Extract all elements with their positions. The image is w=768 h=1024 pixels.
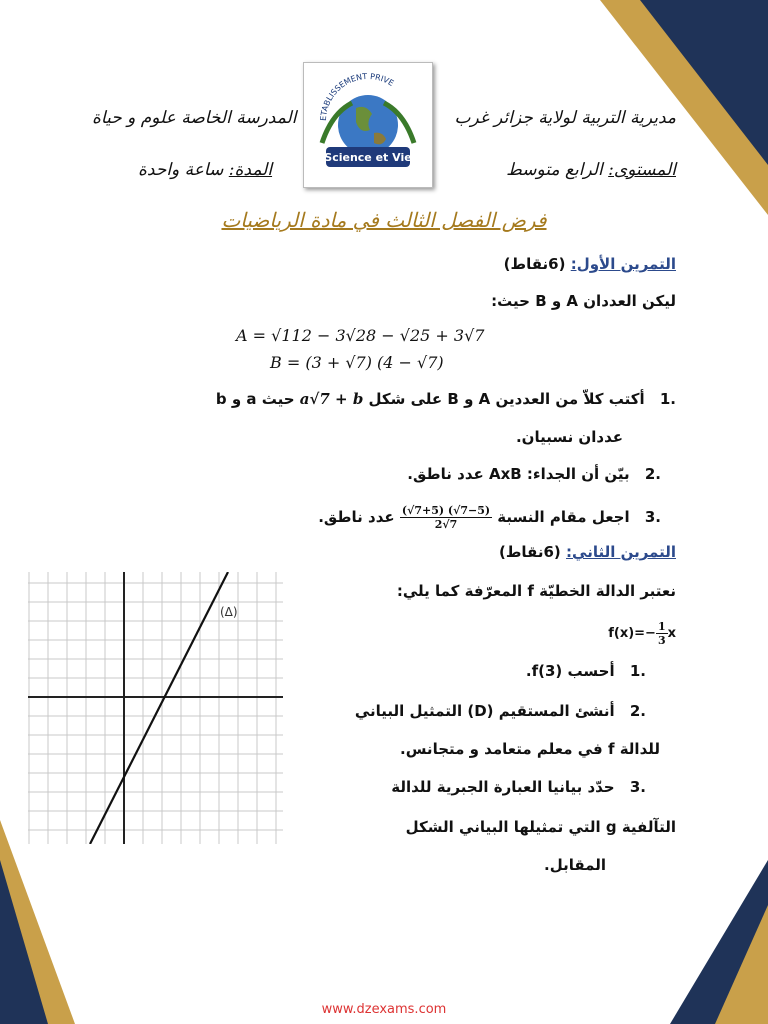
exercise2-q1	[526, 662, 646, 680]
exercise1-intro: ليكن العددان A و B حيث:	[491, 292, 676, 310]
line-delta	[90, 572, 228, 844]
logo-badge-text: Science et Vie	[324, 151, 412, 164]
q3-fraction-denominator: 2√7	[434, 518, 458, 531]
graph-grid	[28, 572, 283, 844]
ex2-q1-number: .1	[629, 662, 646, 680]
exercise2-intro: نعتبر الدالة الخطيّة f المعرّفة كما يلي:	[396, 582, 676, 600]
function-variable: x	[667, 626, 676, 641]
ex2-q3-text: حدّد بيانيا العبارة الجبرية للدالة	[391, 778, 615, 796]
directorate-text: مديرية التربية لولاية جزائر غرب	[454, 108, 676, 128]
function-prefix: f(x)=−	[608, 626, 656, 641]
footer-url-link[interactable]: www.dzexams.com	[321, 1002, 447, 1017]
school-name-text: المدرسة الخاصة علوم و حياة	[92, 108, 297, 128]
exercise1-q3	[318, 504, 661, 531]
duration-value: ساعة واحدة	[138, 160, 224, 180]
exercise2-heading-line	[499, 543, 676, 561]
affine-function-graph	[28, 572, 283, 844]
exercise1-points: (6نقاط)	[503, 255, 566, 273]
exercise2-points: (6نقاط)	[498, 543, 561, 561]
exercise2-q3-cont1: التآلفية g التي تمثيلها البياني الشكل	[405, 818, 676, 836]
level-value: الرابع متوسط	[506, 160, 603, 180]
duration-label: المدة:	[228, 160, 273, 180]
page-title: فرض الفصل الثالث في مادة الرياضيات	[221, 208, 547, 232]
q3-number: .3	[644, 508, 661, 526]
q3-text: اجعل مقام النسبة	[497, 508, 630, 526]
exercise2-q3-cont2: المقابل.	[544, 856, 606, 874]
q1-tail: حيث a و b	[215, 390, 295, 408]
q2-text: بيّن أن الجداء: AxB عدد ناطق.	[407, 465, 630, 483]
ex2-q2-number: .2	[629, 702, 646, 720]
ex2-q2-text: أنشئ المستقيم (D) التمثيل البياني	[354, 702, 615, 720]
graph-line-label: (Δ)	[220, 605, 238, 619]
exercise2-q3	[391, 778, 646, 796]
level-line	[506, 160, 676, 180]
exercise2-q2	[355, 702, 646, 720]
function-numerator: 1	[657, 620, 666, 633]
q3-fraction	[400, 504, 492, 531]
function-denominator: 3	[657, 634, 666, 647]
exercise2-heading: التمرين الثاني:	[566, 543, 676, 561]
function-definition	[608, 620, 676, 647]
exercise1-q2	[407, 465, 661, 483]
exercise2-q2-cont: للدالة f في معلم متعامد و متجانس.	[400, 740, 660, 758]
q3-fraction-numerator: (√7+5) (√7−5)	[401, 504, 491, 517]
school-logo	[303, 62, 433, 188]
duration-line	[138, 160, 272, 180]
ex2-q3-number: .3	[629, 778, 646, 796]
q1-math: a√7 + b	[299, 390, 364, 408]
exercise1-heading: التمرين الأول:	[570, 255, 676, 273]
q3-tail: عدد ناطق.	[318, 508, 395, 526]
exercise1-heading-line	[504, 255, 676, 273]
exercise1-q1-cont: عددان نسبيان.	[515, 428, 623, 446]
exercise1-q1	[216, 390, 676, 408]
level-label: المستوى:	[608, 160, 676, 180]
equation-a: A = √112 − 3√28 − √25 + 3√7	[236, 326, 485, 345]
equation-b: B = (3 + √7) (4 − √7)	[270, 353, 444, 372]
q1-number: .1	[659, 390, 676, 408]
ex2-q1-text: أحسب f(3).	[525, 662, 615, 680]
q2-number: .2	[644, 465, 661, 483]
q1-text: أكتب كلاّ من العددين A و B على شكل	[368, 390, 645, 408]
logo-arc-text: ETABLISSEMENT PRIVE	[318, 71, 396, 122]
